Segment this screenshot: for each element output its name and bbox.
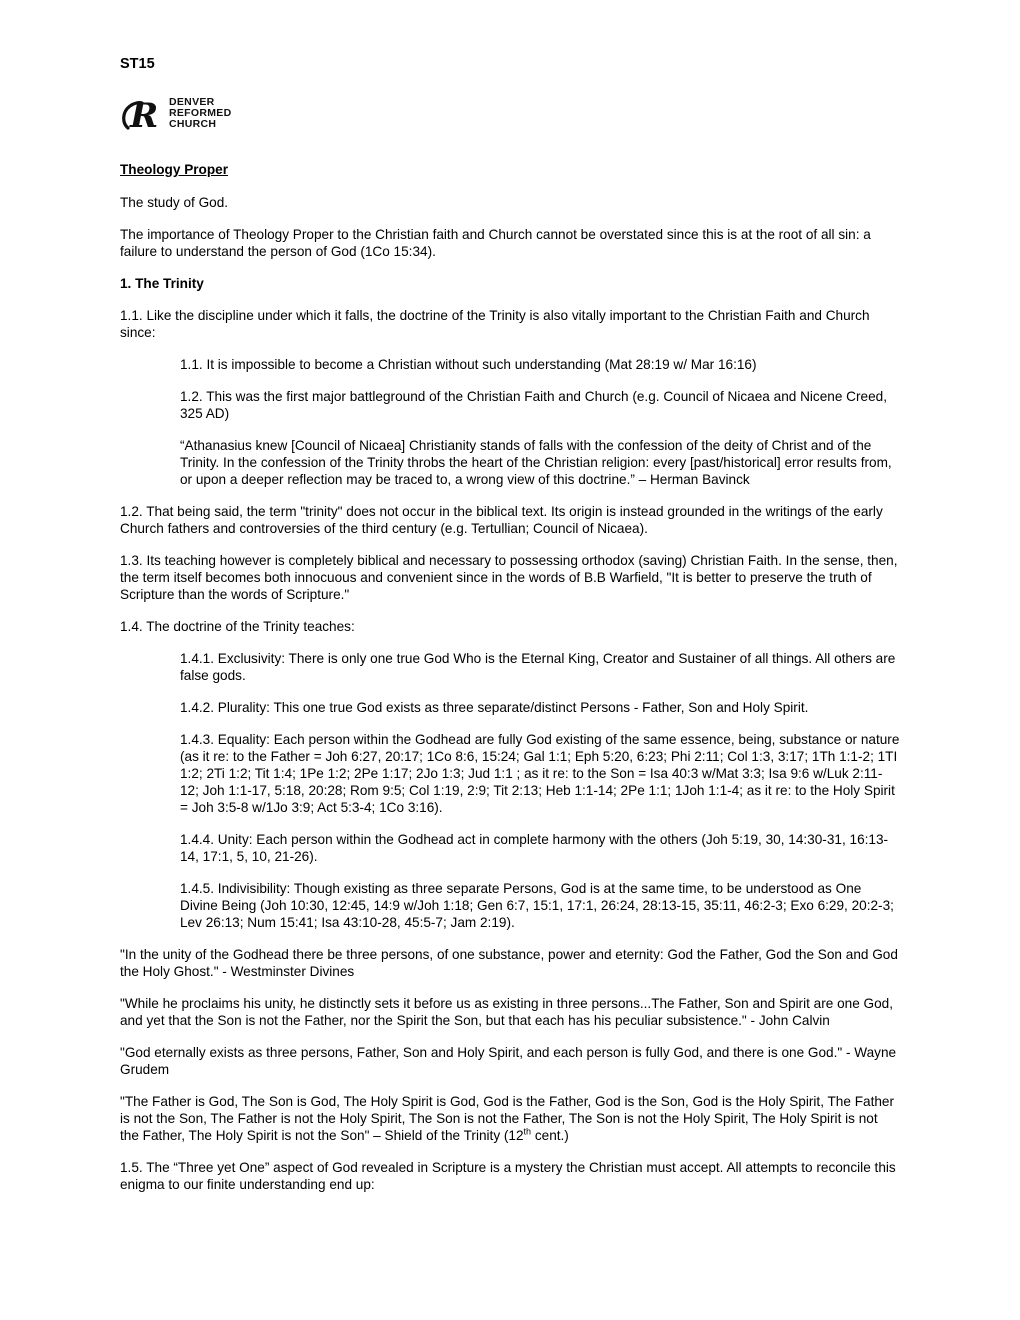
paragraph: 1.4.4. Unity: Each person within the Godhead act in complete harmony with the others (Joh 5:19, 30, 14:30-31, 16:13-14, 17:1, 5, 10, 21-26). bbox=[180, 832, 889, 864]
paragraph: The study of God. bbox=[120, 195, 229, 210]
paragraph: "In the unity of the Godhead there be three persons, of one substance, power and eternity: God the Father, God the Son and God the Holy Ghost." - Westminster Divines bbox=[120, 947, 898, 979]
paragraph: “Athanasius knew [Council of Nicaea] Christianity stands of falls with the confession of the deity of Christ and of the Trinity. In the confession of the Trinity throbs the heart of the Christian religion: every [past/historical] error results from, or upon a deeper reflection may be traced to, a wrong view of this doctrine.” – Herman Bavinck bbox=[180, 438, 892, 487]
paragraph: 1. The Trinity bbox=[120, 276, 204, 291]
paragraph: 1.2. This was the first major battleground of the Christian Faith and Church (e.g. Council of Nicaea and Nicene Creed, 325 AD) bbox=[180, 389, 887, 421]
paragraph: 1.5. The “Three yet One” aspect of God revealed in Scripture is a mystery the Christian must accept. All attempts to reconcile this enigma to our finite understanding end up: bbox=[120, 1160, 896, 1192]
paragraph: 1.4.1. Exclusivity: There is only one true God Who is the Eternal King, Creator and Sustainer of all things. All others are false gods. bbox=[180, 651, 896, 683]
paragraph: "The Father is God, The Son is God, The Holy Spirit is God, God is the Father, God is the Son, God is the Holy Spirit, The Father is not the Son, The Father is not the Holy Spirit, The Son is not the Father, The Son is not the Holy Spirit, The Holy Spirit is not the Father, The Holy Spirit is not the Son" – Shield of the Trinity (12th cent.) bbox=[120, 1094, 894, 1143]
paragraph: 1.1. It is impossible to become a Christian without such understanding (Mat 28:19 w/ Mar 16:16) bbox=[180, 357, 757, 372]
svg-text:R: R bbox=[130, 96, 159, 136]
doc-title: Theology Proper bbox=[120, 162, 229, 177]
paragraph: 1.4.2. Plurality: This one true God exists as three separate/distinct Persons - Father, Son and Holy Spirit. bbox=[180, 700, 809, 715]
doc-code: ST15 bbox=[120, 56, 155, 72]
logo-line-2: REFORMED bbox=[169, 106, 232, 119]
paragraph: The importance of Theology Proper to the Christian faith and Church cannot be overstated since this is at the root of all sin: a failure to understand the person of God (1Co 15:34). bbox=[120, 227, 871, 259]
paragraph: 1.3. Its teaching however is completely biblical and necessary to possessing orthodox (saving) Christian Faith. In the sense, then, the term itself becomes both innocuous and convenient since in the words of B.B Warfield, "It is better to preserve the truth of Scripture than the words of Scripture." bbox=[120, 553, 898, 602]
paragraph: 1.4.3. Equality: Each person within the Godhead are fully God existing of the same essence, being, substance or nature (as it re: to the Father = Joh 6:27, 20:17; 1Co 8:6, 15:24; Gal 1:1; Eph 5:20, 6:23; Phi 2:11; Col 1:3, 3:17; 1Th 1:1-2; 1TI 1:2; 2Ti 1:2; Tit 1:4; 1Pe 1:2; 2Pe 1:17; 2Jo 1:3; Jud 1:1 ; as it re: to the Son = Isa 40:3 w/Mat 3:3; Isa 9:6 w/Luk 2:11-12; Joh 1:1-17, 5:18, 20:28; Rom 9:5; Col 1:19, 2:9; Tit 2:13; Heb 1:1-14; 2Pe 1:1; 1Joh 1:1-4; as it re: to the Holy Spirit = Joh 3:5-8 w/1Jo 3:9; Act 5:3-4; 1Co 3:16). bbox=[180, 732, 900, 815]
paragraph: 1.2. That being said, the term "trinity" does not occur in the biblical text. Its origin is instead grounded in the writings of the early Church fathers and controversies of the third century (e.g. Tertullian; Council of Nicaea). bbox=[120, 504, 883, 536]
logo-line-1: DENVER bbox=[169, 95, 215, 108]
paragraph: 1.1. Like the discipline under which it falls, the doctrine of the Trinity is also vitally important to the Christian Faith and Church since: bbox=[120, 308, 870, 340]
paragraph: 1.4. The doctrine of the Trinity teaches: bbox=[120, 619, 355, 634]
document-body bbox=[120, 194, 900, 1193]
paragraph: "While he proclaims his unity, he distinctly sets it before us as existing in three persons...The Father, Son and Spirit are one God, and yet that the Son is not the Father, nor the Spirit the Son, but that each has his peculiar subsistence." - John Calvin bbox=[120, 996, 894, 1028]
logo-r-mark bbox=[120, 90, 164, 136]
logo-line-3: CHURCH bbox=[169, 117, 217, 130]
logo-text bbox=[169, 97, 231, 130]
paragraph: "God eternally exists as three persons, Father, Son and Holy Spirit, and each person is fully God, and there is one God." - Wayne Grudem bbox=[120, 1045, 897, 1077]
paragraph: 1.4.5. Indivisibility: Though existing as three separate Persons, God is at the same time, to be understood as One Divine Being (Joh 10:30, 12:45, 14:9 w/Joh 1:18; Gen 6:7, 15:1, 17:1, 26:24, 28:13-15, 35:11, 46:2-3; Exo 6:29, 20:2-3; Lev 26:13; Num 15:41; Isa 43:10-28, 45:5-7; Jam 2:19). bbox=[180, 881, 894, 930]
denver-reformed-church-logo bbox=[120, 90, 900, 136]
